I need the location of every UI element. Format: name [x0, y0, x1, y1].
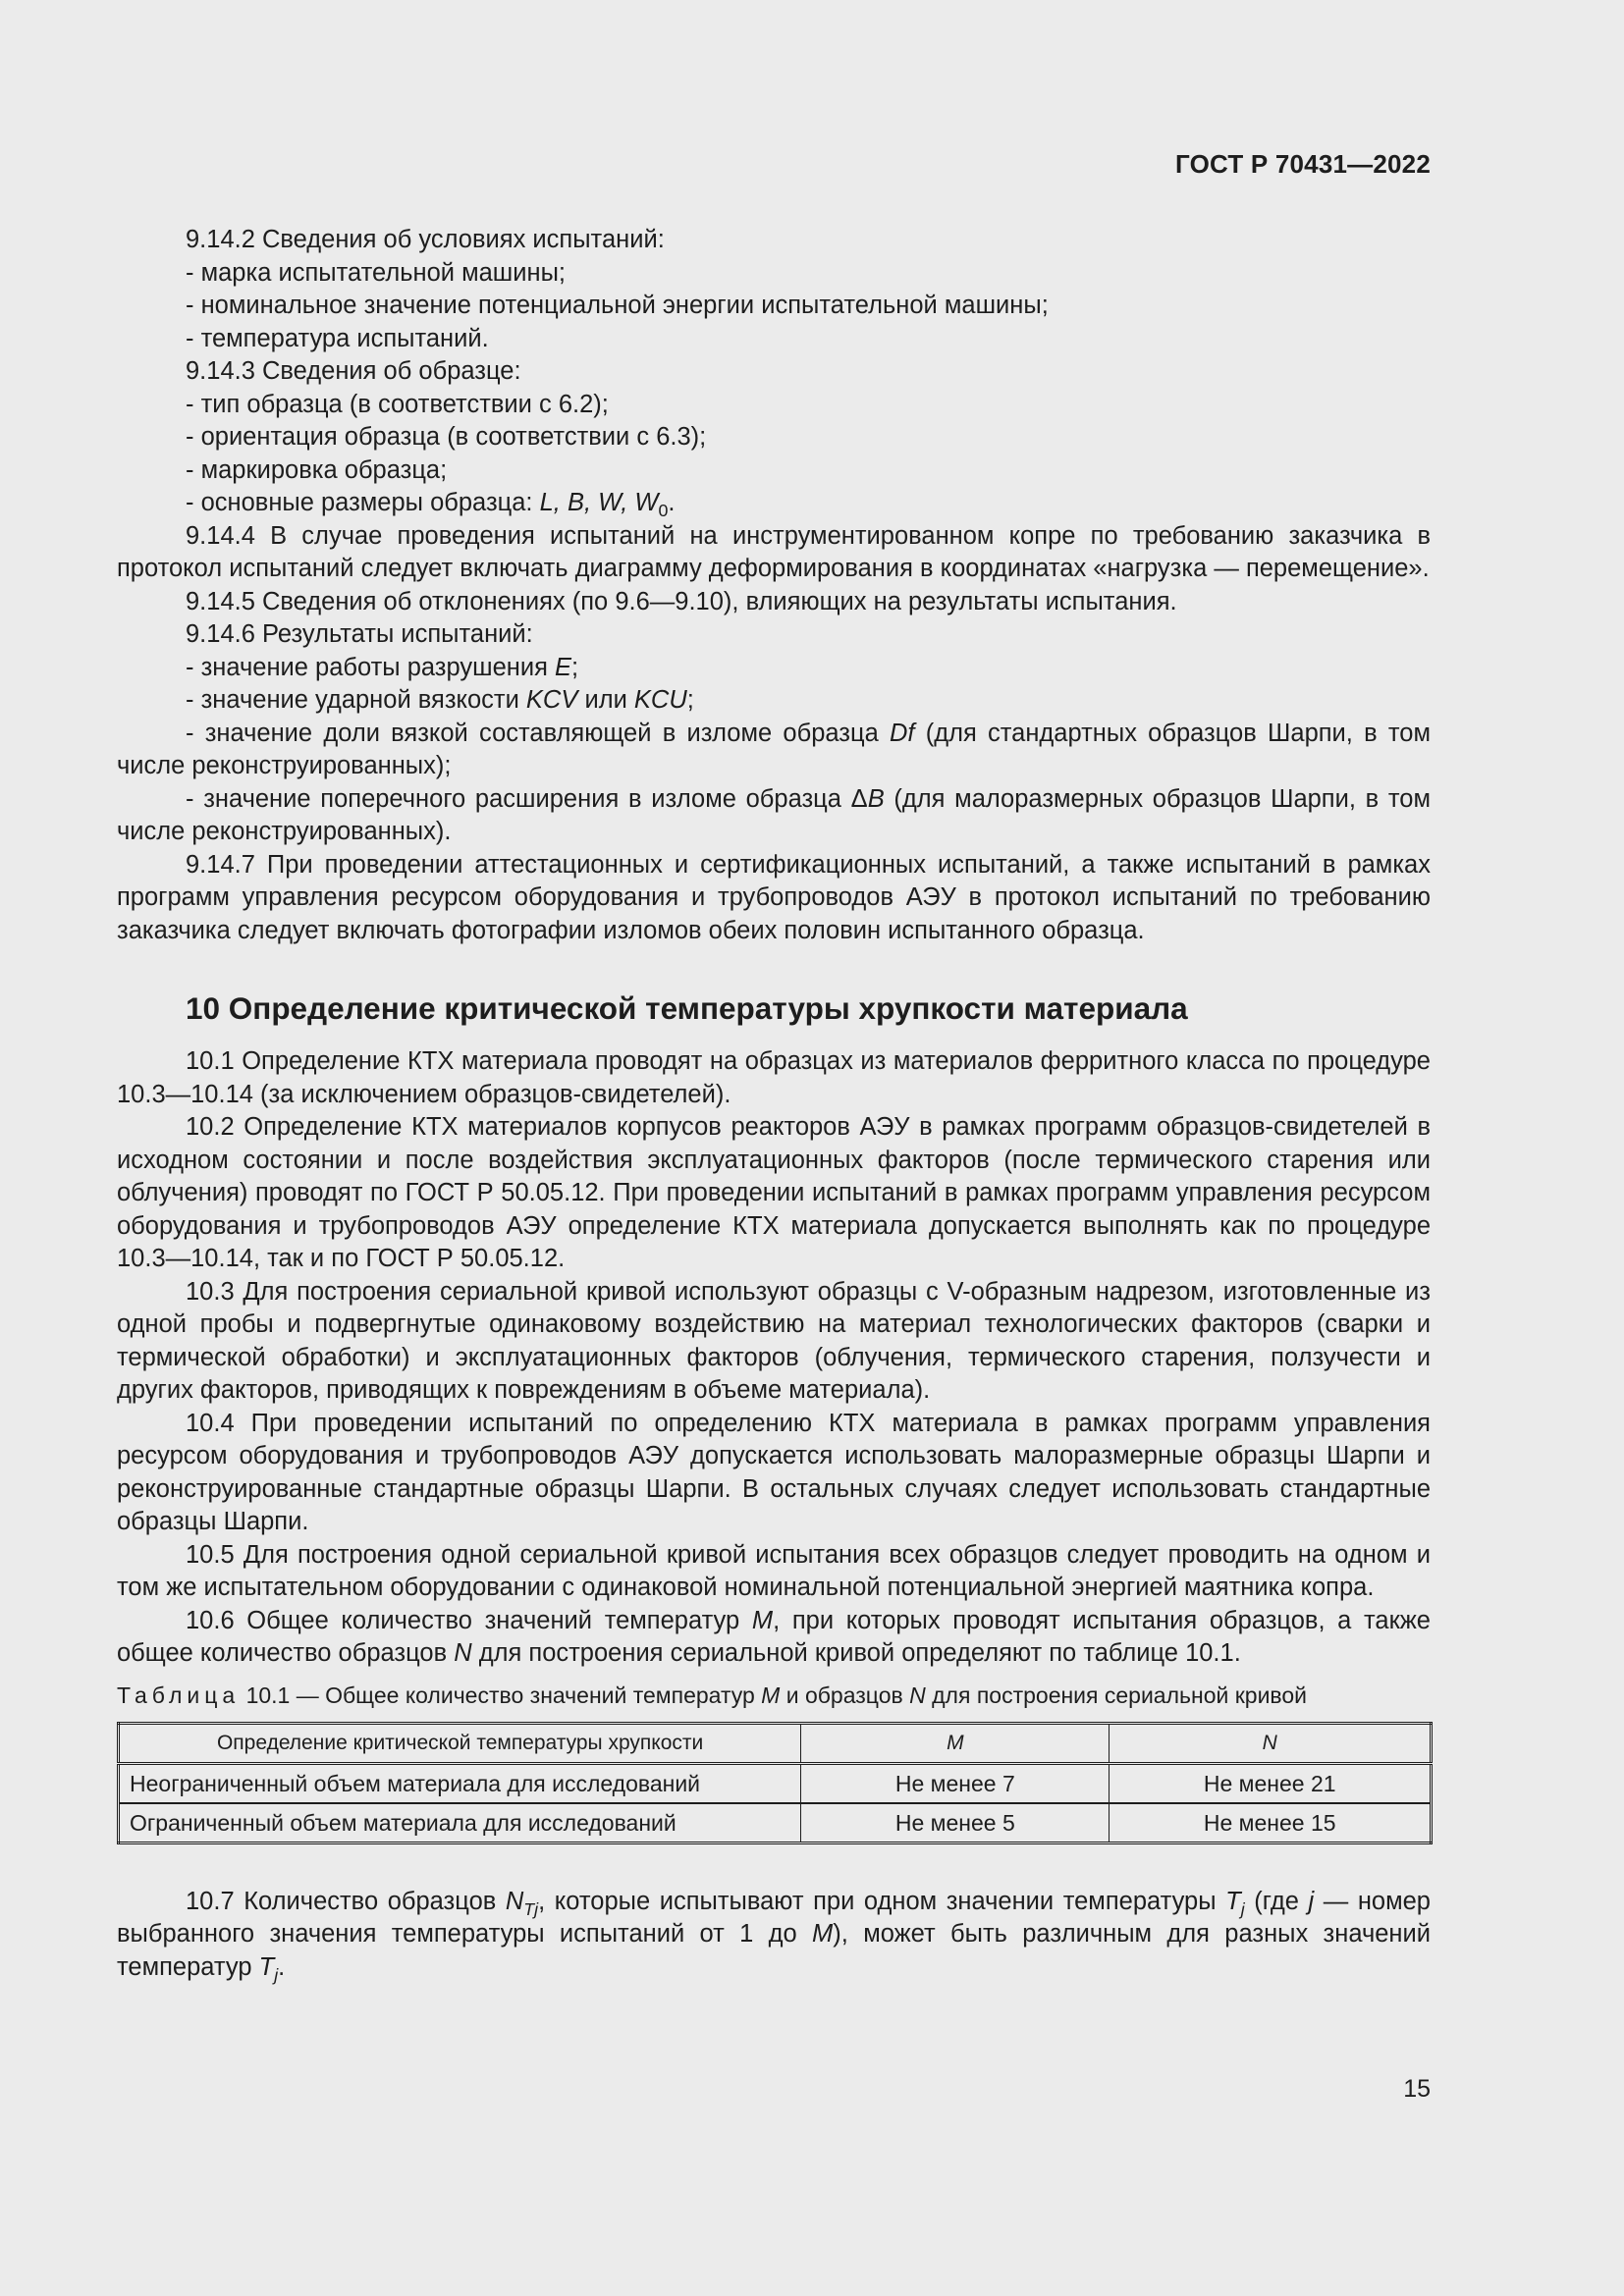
page-number: 15: [1403, 2075, 1431, 2103]
list-item: - номинальное значение потенциальной энергии испытательной машины;: [186, 292, 1049, 319]
text-run: ;: [686, 686, 694, 714]
paragraph: 10.3 Для построения сериальной кривой используют образцы с V-образным надрезом, изготовленные из одной пробы и подвергнутые одинаковому воздействию на материал технологических факторов (сварки и термической обработки) и эксплуатационных факторов (облучения, термического старения, ползучести и других факторов, приводящих к повреждениям в объеме материала).: [117, 1277, 1431, 1404]
list-item: - марка испытательной машины;: [186, 258, 566, 287]
text-run: .: [668, 489, 676, 516]
text-run: (где: [1244, 1887, 1309, 1915]
paragraph: 10.2 Определение КТХ материалов корпусов реакторов АЭУ в рамках программ образцов-свидетелей в исходном состоянии и после воздействия эксплуатационных факторов (после термического старения или облучения) проводят по ГОСТ Р 50.05.12. При проведении испытаний в рамках программ управления ресурсом оборудования и трубопроводов АЭУ определение КТХ материала допускается выполнять как по процедуре 10.3—10.14, так и по ГОСТ Р 50.05.12.: [117, 1113, 1431, 1272]
paragraph: 10.4 При проведении испытаний по определению КТХ материала в рамках программ управления ресурсом оборудования и трубопроводов АЭУ допускается использовать малоразмерные образцы Шарпи и реконструированные стандартные образцы Шарпи. В остальных случаях следует использовать стандартные образцы Шарпи.: [117, 1409, 1431, 1535]
text-run: (для стандартных образцов Шарпи, в том числе реконструированных);: [117, 719, 1431, 779]
text-run: Tj: [523, 1898, 539, 1919]
text-run: - значение работы разрушения: [186, 653, 555, 681]
paragraph: [117, 718, 1431, 783]
table-header-row: [119, 1723, 1432, 1763]
paragraph: 9.14.2 Сведения об условиях испытаний:: [186, 226, 665, 253]
table-cell-material: Неограниченный объем материала для исследований: [119, 1763, 801, 1803]
table-cell-material: Ограниченный объем материала для исследований: [119, 1803, 801, 1843]
table-row: [119, 1763, 1432, 1803]
text-run: - основные размеры образца:: [186, 489, 540, 516]
paragraph: 9.14.4 В случае проведения испытаний на инструментированном копре по требованию заказчика в протокол испытаний следует включать диаграмму деформирования в координатах «нагрузка — перемещение».: [117, 521, 1431, 582]
text-run: .: [278, 1952, 286, 1981]
text-run: KCU: [633, 686, 687, 714]
paragraph: 10.1 Определение КТХ материала проводят на образцах из материалов ферритного класса по процедуре 10.3—10.14 (за исключением образцов-свидетелей).: [117, 1047, 1431, 1108]
text-run: Df: [890, 719, 915, 747]
text-run: 10.1 — Общее количество значений температур: [240, 1682, 762, 1708]
text-run: M: [812, 1920, 834, 1948]
table-10-1: [117, 1722, 1433, 1844]
paragraph: [117, 783, 1431, 849]
text-run: T: [258, 1952, 275, 1981]
text-run: B: [867, 784, 885, 813]
paragraph: 10.5 Для построения одной сериальной кривой испытания всех образцов следует проводить на одном и том же испытательном оборудовании с одинаковой номинальной потенциальной энергией маятника копра.: [117, 1540, 1431, 1601]
text-run: и образцов: [780, 1682, 910, 1708]
paragraph: [117, 1605, 1431, 1671]
text-run: ), может быть различным для разных значений температур: [117, 1920, 1431, 1981]
text-run: KCV: [525, 686, 578, 714]
list-item: - температура испытаний.: [186, 324, 489, 352]
text-run: E: [555, 653, 572, 681]
paragraph: 9.14.3 Сведения об образце:: [186, 357, 521, 385]
text-run: ;: [571, 653, 579, 681]
document-header: ГОСТ Р 70431—2022: [1175, 149, 1431, 179]
table-cell-m: Не менее 7: [801, 1763, 1110, 1803]
list-item: [186, 652, 1431, 685]
list-item: - маркировка образца;: [186, 455, 448, 484]
text-run: или: [577, 686, 634, 714]
text-run: — номер выбранного значения температуры испытаний от 1 до: [117, 1887, 1431, 1948]
paragraph: 9.14.5 Сведения об отклонениях (по 9.6—9.10), влияющих на результаты испытания.: [186, 587, 1177, 615]
paragraph: [117, 1886, 1431, 1985]
table-row: [119, 1803, 1432, 1843]
text-run: , которые испытывают при одном значении температуры: [538, 1887, 1226, 1915]
table-cell-n: Не менее 21: [1110, 1763, 1432, 1803]
document-body: [117, 224, 1431, 1984]
text-run: N: [505, 1887, 524, 1915]
text-run: N: [909, 1682, 926, 1708]
table-caption-text: [240, 1682, 1307, 1708]
table-cell-n: Не менее 15: [1110, 1803, 1432, 1843]
table-header-n: N: [1110, 1723, 1432, 1763]
text-run: 10.7 Количество образцов: [186, 1887, 506, 1915]
text-run: 10.6 Общее количество значений температур: [186, 1606, 752, 1634]
text-run: M: [751, 1606, 774, 1634]
text-run: 0: [658, 501, 669, 521]
table-header-m: M: [801, 1723, 1110, 1763]
list-item: [186, 684, 1431, 718]
text-run: T: [1225, 1887, 1241, 1915]
paragraph: 9.14.6 Результаты испытаний:: [186, 620, 533, 648]
text-run: L, B, W, W: [539, 489, 659, 516]
text-run: для построения сериальной кривой: [925, 1682, 1308, 1708]
text-run: N: [454, 1639, 472, 1667]
clauses-9-14-to-10-6: [117, 224, 1431, 1671]
table-caption-label: Таблица: [117, 1682, 241, 1708]
list-item: - ориентация образца (в соответствии с 6.3);: [186, 423, 707, 451]
text-run: - значение поперечного расширения в изломе образца Δ: [186, 784, 868, 813]
list-item: [186, 487, 1431, 520]
text-run: j: [1240, 1898, 1245, 1919]
table-cell-m: Не менее 5: [801, 1803, 1110, 1843]
text-run: M: [761, 1682, 781, 1708]
table-caption: [117, 1681, 1431, 1710]
text-run: - значение ударной вязкости: [186, 686, 526, 714]
table-header-definition: Определение критической температуры хрупкости: [119, 1723, 801, 1763]
section-heading: 10 Определение критической температуры хрупкости материала: [186, 990, 1188, 1026]
text-run: , при которых проводят испытания образцов, а также общее количество образцов: [117, 1606, 1431, 1667]
list-item: - тип образца (в соответствии с 6.2);: [186, 390, 609, 418]
text-run: для построения сериальной кривой определяют по таблице 10.1.: [471, 1639, 1241, 1667]
text-run: - значение доли вязкой составляющей в изломе образца: [186, 719, 890, 747]
paragraph: 9.14.7 При проведении аттестационных и сертификационных испытаний, а также испытаний в рамках программ управления ресурсом оборудования и трубопроводов АЭУ в протокол испытаний по требованию заказчика следует включать фотографии изломов обеих половин испытанного образца.: [117, 850, 1431, 944]
text-run: (для малоразмерных образцов Шарпи, в том числе реконструированных).: [117, 784, 1431, 845]
text-run: j: [1308, 1887, 1315, 1915]
text-run: j: [274, 1964, 279, 1985]
clause-10-7: [117, 1886, 1431, 1985]
